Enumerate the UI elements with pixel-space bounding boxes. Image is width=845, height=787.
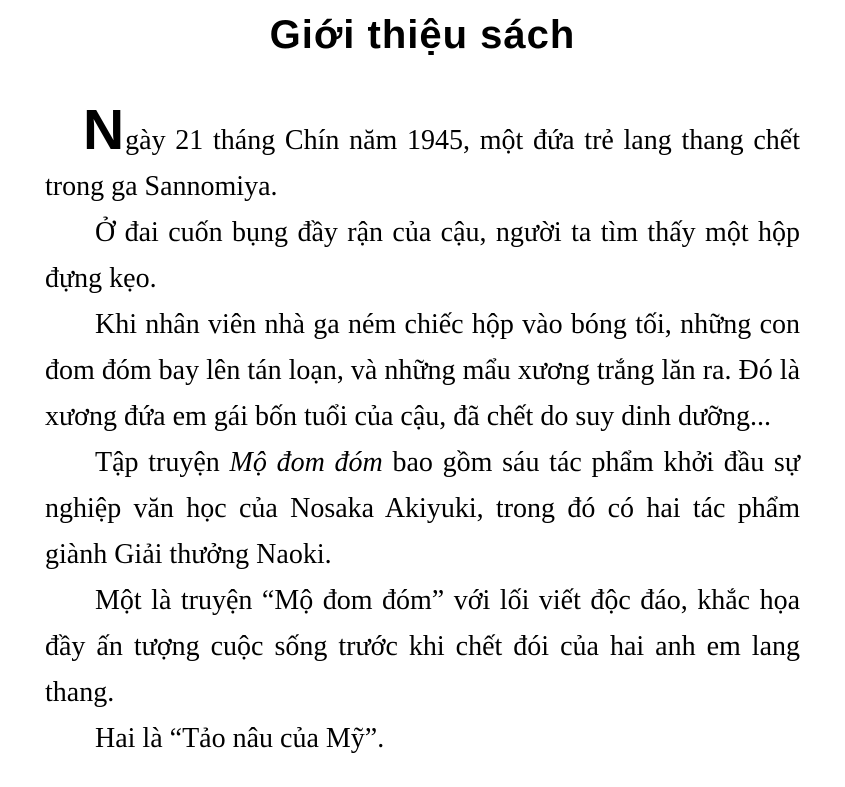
drop-cap-initial: N (83, 98, 126, 162)
page-title: Giới thiệu sách (269, 13, 576, 57)
paragraph (45, 440, 800, 578)
paragraph (45, 716, 800, 762)
paragraph-text: bao gồm sáu tác phẩm khởi đầu sự nghiệp văn học của Nosaka Akiyuki, trong đó có hai tác phẩm giành Giải thưởng Naoki. (45, 447, 800, 570)
paragraph (45, 578, 800, 716)
paragraph-text: Một là truyện “Mộ đom đóm” với lối viết độc đáo, khắc họa đầy ấn tượng cuộc sống trước khi chết đói của hai anh em lang thang. (45, 585, 800, 708)
book-title-italic: Mộ đom đóm (229, 447, 383, 478)
paragraph (45, 98, 800, 210)
paragraph-text: Khi nhân viên nhà ga ném chiếc hộp vào bóng tối, những con đom đóm bay lên tán loạn, và những mẩu xương trắng lăn ra. Đó là xương đứa em gái bốn tuổi của cậu, đã chết do suy dinh dưỡng... (45, 309, 800, 432)
paragraph (45, 302, 800, 440)
paragraph-text: Hai là “Tảo nâu của Mỹ”. (95, 723, 385, 754)
paragraph (45, 210, 800, 302)
paragraph-text: Tập truyện (95, 447, 230, 478)
paragraph-text: Ở đai cuốn bụng đầy rận của cậu, người ta tìm thấy một hộp đựng kẹo. (45, 217, 800, 294)
paragraph-text: gày 21 tháng Chín năm 1945, một đứa trẻ lang thang chết trong ga Sannomiya. (45, 125, 800, 202)
chapter-body (45, 98, 800, 762)
